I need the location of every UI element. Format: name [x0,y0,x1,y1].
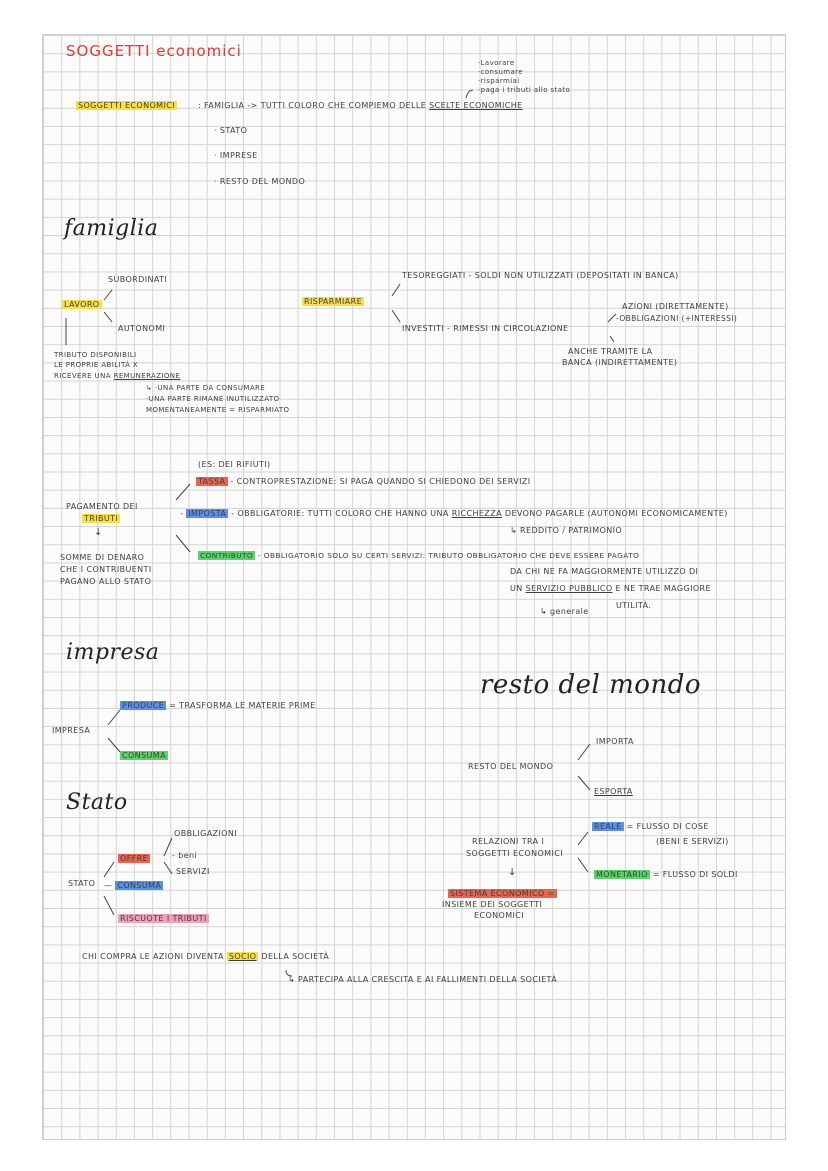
anche-text: BANCA (INDIRETTAMENTE) [562,358,678,367]
footer-line: CHI COMPRA LE AZIONI DIVENTA SOCIO DELLA SOCIETÀ [82,952,330,961]
parte-item: ·UNA PARTE RIMANE INUTILIZZATO [146,395,280,403]
tassa-row: TASSA - CONTROPRESTAZIONE: SI PAGA QUANDO SI CHIEDONO DEI SERVIZI [198,477,531,486]
action-item: ·Lavorare [478,59,515,67]
reale-row: REALE = FLUSSO DI COSE [594,822,709,831]
tributi-label: TRIBUTI [84,514,119,523]
azioni-text: AZIONI (DIRETTAMENTE) [622,302,729,311]
somme-text: SOMME DI DENARO [60,553,145,562]
action-item: ·paga i tributi allo stato [478,86,571,94]
obbligazioni-text: -OBBLIGAZIONI (+INTERESSI) [616,314,738,323]
impresa-label: IMPRESA [52,726,91,735]
offre-item: - beni [172,851,198,860]
subordinati-label: SUBORDINATI [108,275,168,284]
autonomi-label: AUTONOMI [118,324,166,333]
parte-item: MOMENTANEAMENTE = RISPARMIATO [146,406,290,414]
anche-text: ANCHE TRAMITE LA [568,347,653,356]
tesoreggiati-text: TESOREGGIATI - SOLDI NON UTILIZZATI (DEPOSITATI IN BANCA) [402,271,679,280]
relazioni-text: SOGGETTI ECONOMICI [466,849,563,858]
risparmiare-label: RISPARMIARE [304,297,363,306]
offre-item: OBBLIGAZIONI [174,829,238,838]
esporta-label: ESPORTA [594,787,633,796]
parte-item: ↳ ·UNA PARTE DA CONSUMARE [146,384,266,392]
resto-label: RESTO DEL MONDO [468,762,554,771]
somme-text: PAGANO ALLO STATO [60,577,152,586]
sistema-label: SISTEMA ECONOMICO = [450,889,555,898]
utilita-text: UTILITÀ. [616,601,652,610]
riscuote-label: RISCUOTE I TRIBUTI [120,914,207,923]
relazioni-text: RELAZIONI TRA I [472,837,545,846]
offre-item: SERVIZI [176,867,210,876]
contributo-line: UN SERVIZIO PUBBLICO E NE TRAE MAGGIORE [510,584,711,593]
pagamento-label: PAGAMENTO DEI [66,502,138,511]
intro-label: SOGGETTI ECONOMICI [78,101,175,110]
importa-label: IMPORTA [596,737,634,746]
lavoro-desc: RICEVERE UNA REMUNERAZIONE [54,372,181,380]
lavoro-label: LAVORO [64,300,100,309]
es-rifiuti: (ES: DEI RIFIUTI) [198,460,271,469]
monetario-row: MONETARIO = FLUSSO DI SOLDI [596,870,738,879]
intro-list-item: · IMPRESE [214,151,258,160]
arrow-down-icon: ↓ [94,527,103,538]
section-heading-resto: resto del mondo [480,670,701,700]
contributo-row: CONTRIBUTO - OBBLIGATORIO SOLO SU CERTI SERVIZI: TRIBUTO OBBLIGATORIO CHE DEVE ESSERE PAGATO [200,551,640,560]
lavoro-desc: TRIBUTO DISPONIBILI [54,351,137,359]
footer-line: ↳ PARTECIPA ALLA CRESCITA E AI FALLIMENTI DELLA SOCIETÀ [288,975,558,984]
action-item: ·consumare [478,68,524,76]
reale-sub: (BENI E SERVIZI) [656,837,729,846]
arrow-down-icon: ↓ [508,867,517,878]
generale-text: ↳ generale [540,607,589,616]
famiglia-definition: : FAMIGLIA -> TUTTI COLORO CHE COMPIEMO DELLE SCELTE ECONOMICHE [198,101,523,110]
page-title: SOGGETTI economici [66,42,242,60]
section-heading-impresa: impresa [66,640,160,665]
consuma-stato: — CONSUMA [104,881,162,890]
consuma-label: CONSUMA [122,751,166,760]
investiti-text: INVESTITI - RIMESSI IN CIRCOLAZIONE [402,324,569,333]
offre-label: OFFRE [120,854,149,863]
section-heading-stato: Stato [66,790,128,815]
sistema-desc: ECONOMICI [474,911,525,920]
produce-row: PRODUCE = TRASFORMA LE MATERIE PRIME [122,701,316,710]
section-heading-famiglia: famiglia [64,216,159,241]
action-item: ·risparmiai [478,77,520,85]
reddito-text: ↳ REDDITO / PATRIMONIO [510,526,623,535]
somme-text: CHE I CONTRIBUENTI [60,565,152,574]
intro-list-item: · STATO [214,126,248,135]
contributo-line: DA CHI NE FA MAGGIORMENTE UTILIZZO DI [510,567,699,576]
sistema-desc: INSIEME DEI SOGGETTI [442,900,543,909]
intro-list-item: · RESTO DEL MONDO [214,177,306,186]
imposta-row: - IMPOSTA - OBBLIGATORIE: TUTTI COLORO CHE HANNO UNA RICCHEZZA DEVONO PAGARLE (AUTONOMI ECONOMICAMENTE) [180,509,728,518]
lavoro-desc: LE PROPRIE ABILITÀ X [54,361,139,369]
stato-label: STATO [68,879,96,888]
